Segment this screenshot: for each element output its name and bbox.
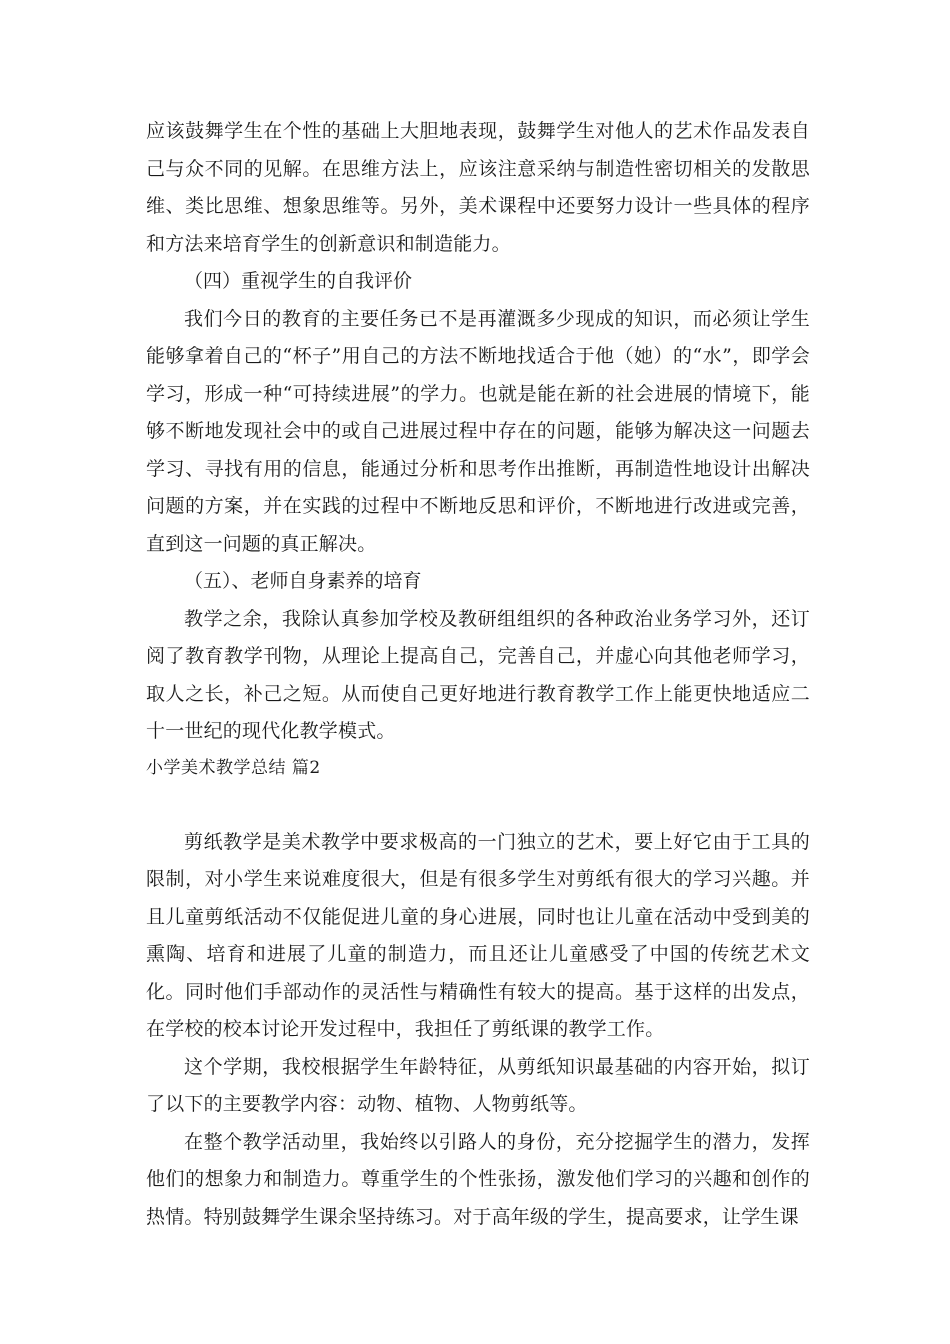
heading-self-evaluation: （四）重视学生的自我评价 [184, 270, 413, 292]
paragraph-self-evaluation: 我们今日的教育的主要任务已不是再灌溉多少现成的知识，而必须让学生能够拿着自己的“杯子”用自己的方法不断地找适合于他（她）的“水”，即学会学习，形成一种“可持续进展”的学力。也就是能在新的社会进展的情境下，能够不断地发现社会中的或自己进展过程中存在的问题，能够为解决这一问题去学习、寻找有用的信息，能通过分析和思考作出推断，再制造性地设计出解决问题的方案，并在实践的过程中不断地反思和评价，不断地进行改进或完善，直到这一问题的真正解决。 [146, 307, 810, 555]
section-spacer [146, 786, 810, 824]
document-body [146, 113, 810, 1236]
heading-teacher-literacy: （五）、老师自身素养的培育 [184, 570, 422, 592]
paragraph-papercut-intro: 剪纸教学是美术教学中要求极高的一门独立的艺术，要上好它由于工具的限制，对小学生来说难度很大，但是有很多学生对剪纸有很大的学习兴趣。并且儿童剪纸活动不仅能促进儿童的身心进展，同时也让儿童在活动中受到美的熏陶、培育和进展了儿童的制造力，而且还让儿童感受了中国的传统艺术文化。同时他们手部动作的灵活性与精确性有较大的提高。基于这样的出发点，在学校的校本讨论开发过程中，我担任了剪纸课的教学工作。 [146, 830, 810, 1040]
paragraph-teaching-activity: 在整个教学活动里，我始终以引路人的身份，充分挖掘学生的潜力，发挥他们的想象力和制造力。尊重学生的个性张扬，激发他们学习的兴趣和创作的热情。特别鼓舞学生课余坚持练习。对于高年级的学生，提高要求，让学生课 [146, 1130, 810, 1228]
paragraph-teacher-literacy: 教学之余，我除认真参加学校及教研组组织的各种政治业务学习外，还订阅了教育教学刊物，从理论上提高自己，完善自己，并虚心向其他老师学习，取人之长，补己之短。从而使自己更好地进行教育教学工作上能更快地适应二十一世纪的现代化教学模式。 [146, 607, 810, 742]
paragraph-semester-plan: 这个学期，我校根据学生年龄特征，从剪纸知识最基础的内容开始，拟订了以下的主要教学内容：动物、植物、人物剪纸等。 [146, 1055, 810, 1115]
section-title-part-2: 小学美术教学总结 篇2 [146, 757, 321, 778]
paragraph-creativity: 应该鼓舞学生在个性的基础上大胆地表现，鼓舞学生对他人的艺术作品发表自己与众不同的见解。在思维方法上，应该注意采纳与制造性密切相关的发散思维、类比思维、想象思维等。另外，美术课程中还要努力设计一些具体的程序和方法来培育学生的创新意识和制造能力。 [146, 120, 810, 255]
